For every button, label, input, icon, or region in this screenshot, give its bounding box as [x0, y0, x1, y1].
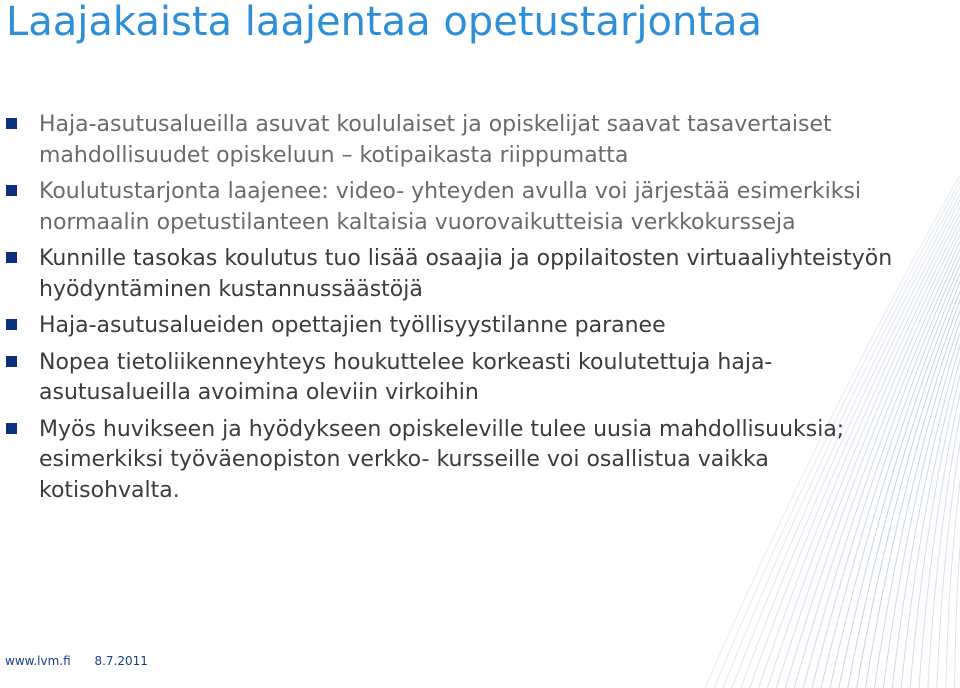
bullet-item [6, 110, 906, 171]
bullet-item [6, 348, 906, 409]
bullet-text: Haja-asutusalueilla asuvat koululaiset ja opiskelijat saavat tasavertaiset mahdollisuudet opiskeluun – kotipaikasta riippumatta [39, 112, 832, 168]
footer [5, 654, 148, 668]
square-bullet-icon [6, 423, 17, 434]
square-bullet-icon [6, 185, 17, 196]
footer-url[interactable]: www.lvm.fi [5, 654, 71, 668]
bullet-list [6, 110, 906, 512]
bullet-item [6, 244, 906, 305]
bullet-text: Nopea tietoliikenneyhteys houkuttelee korkeasti koulutettuja haja-asutusalueilla avoimina oleviin virkoihin [39, 349, 773, 405]
slide-title: Laajakaista laajentaa opetustarjontaa [6, 0, 763, 45]
bullet-text: Koulutustarjonta laajenee: video- yhteyden avulla voi järjestää esimerkiksi normaalin opetustilanteen kaltaisia vuorovaikutteisia verkkokursseja [39, 179, 862, 235]
square-bullet-icon [6, 252, 17, 263]
decorative-line [927, 231, 960, 688]
bullet-text: Haja-asutusalueiden opettajien työllisyystilanne paranee [39, 313, 666, 338]
square-bullet-icon [6, 118, 17, 129]
bullet-item [6, 415, 906, 507]
square-bullet-icon [6, 356, 17, 367]
bullet-item [6, 311, 906, 342]
square-bullet-icon [6, 319, 17, 330]
footer-date: 8.7.2011 [94, 654, 148, 668]
bullet-text: Myös huvikseen ja hyödykseen opiskeleville tulee uusia mahdollisuuksia; esimerkiksi työväenopiston verkko- kursseille voi osallistua vaikka kotisohvalta. [39, 416, 845, 503]
bullet-item [6, 177, 906, 238]
bullet-text: Kunnille tasokas koulutus tuo lisää osaajia ja oppilaitosten virtuaaliyhteistyön hyödyntäminen kustannussäästöjä [39, 246, 893, 302]
